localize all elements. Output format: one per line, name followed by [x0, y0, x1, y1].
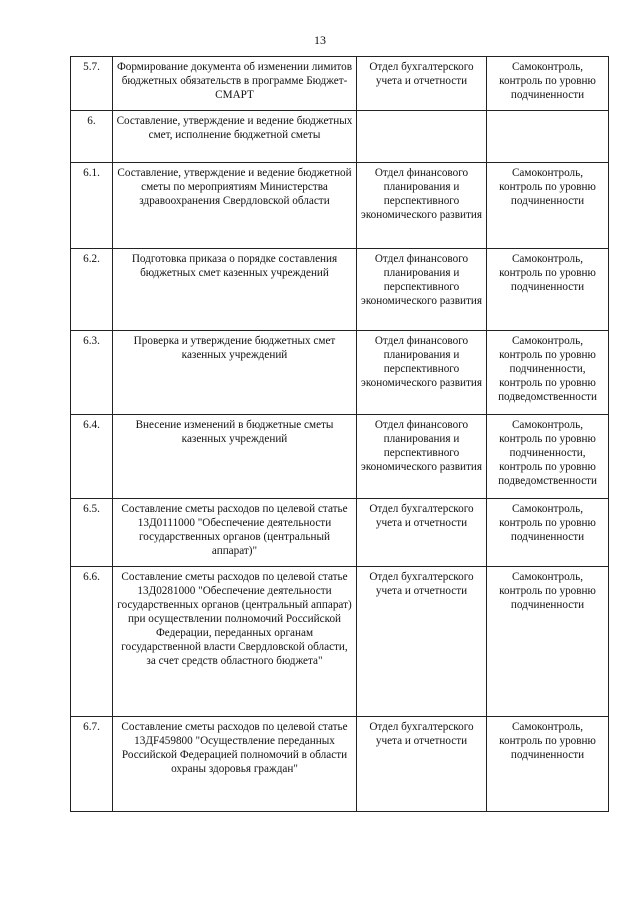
responsible-department: Отдел финансового планирования и перспективного экономического развития	[357, 331, 487, 415]
item-title: Составление, утверждение и ведение бюджетных смет, исполнение бюджетной сметы	[113, 111, 357, 163]
page-number: 13	[314, 33, 326, 47]
control-type: Самоконтроль, контроль по уровню подчиненности, контроль по уровню подведомственности	[487, 331, 609, 415]
responsible-department: Отдел финансового планирования и перспективного экономического развития	[357, 249, 487, 331]
responsibility-table	[70, 56, 609, 812]
control-type	[487, 111, 609, 163]
table-row	[71, 499, 609, 567]
item-number: 6.3.	[71, 331, 113, 415]
table-row	[71, 567, 609, 717]
table-row	[71, 57, 609, 111]
item-number: 6.	[71, 111, 113, 163]
control-type: Самоконтроль, контроль по уровню подчиненности, контроль по уровню подведомственности	[487, 415, 609, 499]
responsible-department: Отдел бухгалтерского учета и отчетности	[357, 567, 487, 717]
item-title: Подготовка приказа о порядке составления бюджетных смет казенных учреждений	[113, 249, 357, 331]
responsible-department: Отдел бухгалтерского учета и отчетности	[357, 499, 487, 567]
item-number: 6.5.	[71, 499, 113, 567]
responsible-department	[357, 111, 487, 163]
item-title: Составление, утверждение и ведение бюджетной сметы по мероприятиям Министерства здравоохранения Свердловской области	[113, 163, 357, 249]
control-type: Самоконтроль, контроль по уровню подчиненности	[487, 567, 609, 717]
item-number: 6.6.	[71, 567, 113, 717]
responsible-department: Отдел бухгалтерского учета и отчетности	[357, 717, 487, 812]
item-number: 6.4.	[71, 415, 113, 499]
table-row	[71, 249, 609, 331]
item-title: Составление сметы расходов по целевой статье 13ДF459800 "Осуществление переданных Российской Федерацией полномочий в области охраны здоровья граждан"	[113, 717, 357, 812]
item-title: Составление сметы расходов по целевой статье 13Д0111000 "Обеспечение деятельности государственных органов (центральный аппарат)"	[113, 499, 357, 567]
table-row	[71, 111, 609, 163]
item-title: Проверка и утверждение бюджетных смет казенных учреждений	[113, 331, 357, 415]
responsible-department: Отдел финансового планирования и перспективного экономического развития	[357, 415, 487, 499]
table-row	[71, 331, 609, 415]
responsible-department: Отдел бухгалтерского учета и отчетности	[357, 57, 487, 111]
control-type: Самоконтроль, контроль по уровню подчиненности	[487, 57, 609, 111]
responsible-department: Отдел финансового планирования и перспективного экономического развития	[357, 163, 487, 249]
table-row	[71, 717, 609, 812]
item-title: Составление сметы расходов по целевой статье 13Д0281000 "Обеспечение деятельности государственных органов (центральный аппарат) при осуществлении полномочий Российской Федерации, переданных органам государственной власти Свердловской области, за счет средств областного бюджета"	[113, 567, 357, 717]
table-row	[71, 415, 609, 499]
control-type: Самоконтроль, контроль по уровню подчиненности	[487, 249, 609, 331]
item-number: 5.7.	[71, 57, 113, 111]
table-row	[71, 163, 609, 249]
control-type: Самоконтроль, контроль по уровню подчиненности	[487, 163, 609, 249]
item-number: 6.2.	[71, 249, 113, 331]
item-number: 6.7.	[71, 717, 113, 812]
item-title: Формирование документа об изменении лимитов бюджетных обязательств в программе Бюджет-СМАРТ	[113, 57, 357, 111]
control-type: Самоконтроль, контроль по уровню подчиненности	[487, 499, 609, 567]
item-title: Внесение изменений в бюджетные сметы казенных учреждений	[113, 415, 357, 499]
control-type: Самоконтроль, контроль по уровню подчиненности	[487, 717, 609, 812]
item-number: 6.1.	[71, 163, 113, 249]
